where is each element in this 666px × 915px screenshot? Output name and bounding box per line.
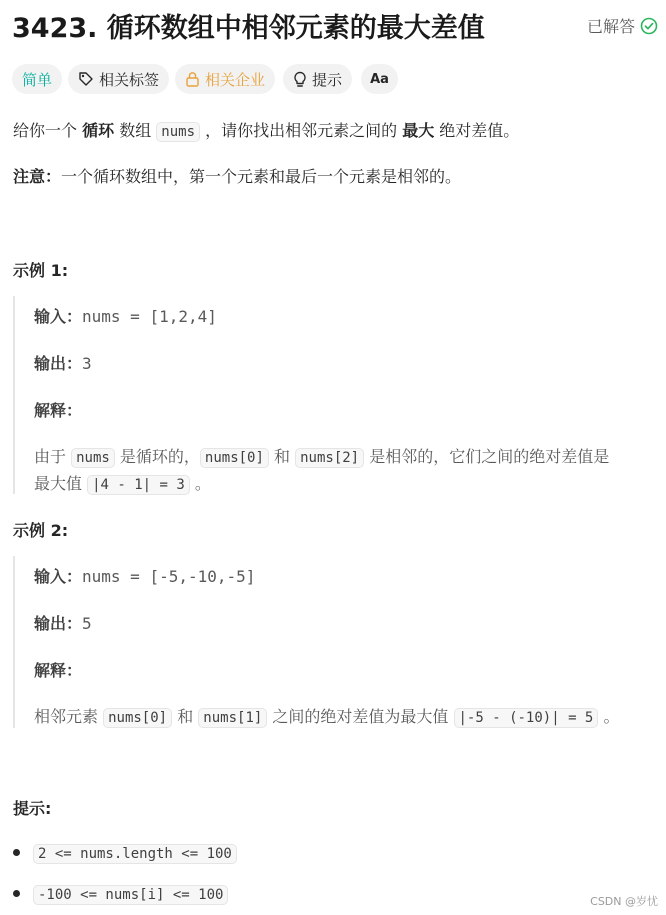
note-paragraph: [13, 164, 461, 187]
example-2-heading: 示例 2:: [13, 521, 69, 540]
lock-icon: [185, 71, 200, 87]
explain-text: 。: [189, 474, 211, 493]
inline-code: |4 - 1| = 3: [87, 475, 190, 495]
example-2-input: [34, 564, 255, 587]
translate-icon: Aa: [370, 71, 389, 87]
constraints-heading: 提示:: [13, 799, 52, 818]
related-tags-button[interactable]: [68, 64, 169, 94]
inline-code: nums[0]: [103, 708, 172, 728]
explain-text: 和: [268, 447, 296, 466]
example-2-explain-label: [34, 658, 82, 681]
example-1-block: [13, 296, 15, 494]
lightbulb-icon: [293, 71, 307, 88]
example-1-input: [34, 304, 217, 327]
desc-text: 数组: [114, 121, 157, 140]
example-2-block: [13, 556, 15, 728]
output-value: 3: [82, 354, 92, 373]
desc-bold-max: 最大: [402, 121, 435, 140]
inline-code: |-5 - (-10)| = 5: [454, 708, 599, 728]
hints-button[interactable]: [283, 64, 352, 94]
inline-code: nums: [156, 122, 200, 142]
explain-text: 由于: [34, 447, 72, 466]
input-value: nums = [-5,-10,-5]: [82, 567, 256, 586]
difficulty-badge[interactable]: [12, 64, 62, 94]
example-2-explanation: [34, 704, 619, 727]
example-1-explanation: [34, 444, 609, 467]
explain-label: 解释：: [34, 401, 83, 420]
example-1-output: [34, 351, 92, 374]
explain-label: 解释：: [34, 661, 83, 680]
desc-text: 给你一个: [13, 121, 83, 140]
explain-text: 是循环的，: [114, 447, 200, 466]
desc-text: 绝对差值。: [434, 121, 520, 140]
hints-label: 提示: [312, 70, 343, 89]
inline-code: nums: [71, 448, 115, 468]
related-companies-button[interactable]: [175, 64, 275, 94]
input-label: 输入：: [34, 307, 83, 326]
watermark: CSDN @岁忧: [590, 895, 658, 908]
bullet-icon: [13, 890, 20, 897]
constraint-item: [33, 884, 228, 903]
desc-bold-circular: 循环: [82, 121, 115, 140]
explain-text: 。: [598, 707, 620, 726]
explain-text: 是相邻的，它们之间的绝对差值是: [364, 447, 610, 466]
constraint-code: 2 <= nums.length <= 100: [33, 844, 237, 864]
example-1-explain-label: [34, 398, 82, 421]
explain-text: 相邻元素: [34, 707, 104, 726]
explain-text: 最大值: [34, 474, 88, 493]
inline-code: nums[0]: [200, 448, 269, 468]
tag-icon: [78, 71, 94, 87]
solved-status: [587, 14, 658, 37]
output-label: 输出：: [34, 354, 83, 373]
inline-code: nums[2]: [295, 448, 364, 468]
check-circle-icon: [640, 17, 658, 35]
related-companies-label: 相关企业: [205, 70, 266, 89]
difficulty-label: 简单: [22, 70, 53, 89]
output-value: 5: [82, 614, 92, 633]
related-tags-label: 相关标签: [99, 70, 160, 89]
description-paragraph: [13, 118, 519, 141]
example-1-heading: 示例 1:: [13, 261, 69, 280]
note-text: 一个循环数组中，第一个元素和最后一个元素是相邻的。: [61, 167, 462, 186]
constraint-code: -100 <= nums[i] <= 100: [33, 885, 228, 905]
input-label: 输入：: [34, 567, 83, 586]
problem-title: 3423. 循环数组中相邻元素的最大差值: [12, 13, 485, 44]
explain-text: 和: [172, 707, 199, 726]
bullet-icon: [13, 849, 20, 856]
input-value: nums = [1,2,4]: [82, 307, 217, 326]
output-label: 输出：: [34, 614, 83, 633]
explain-text: 之间的绝对差值为最大值: [267, 707, 454, 726]
translate-button[interactable]: [361, 64, 398, 94]
constraint-item: [33, 843, 237, 862]
inline-code: nums[1]: [198, 708, 267, 728]
desc-text: ，请你找出相邻元素之间的: [200, 121, 403, 140]
note-label: 注意：: [13, 167, 62, 186]
solved-label: 已解答: [586, 17, 635, 36]
example-2-output: [34, 611, 92, 634]
example-1-explanation-cont: [34, 471, 211, 494]
